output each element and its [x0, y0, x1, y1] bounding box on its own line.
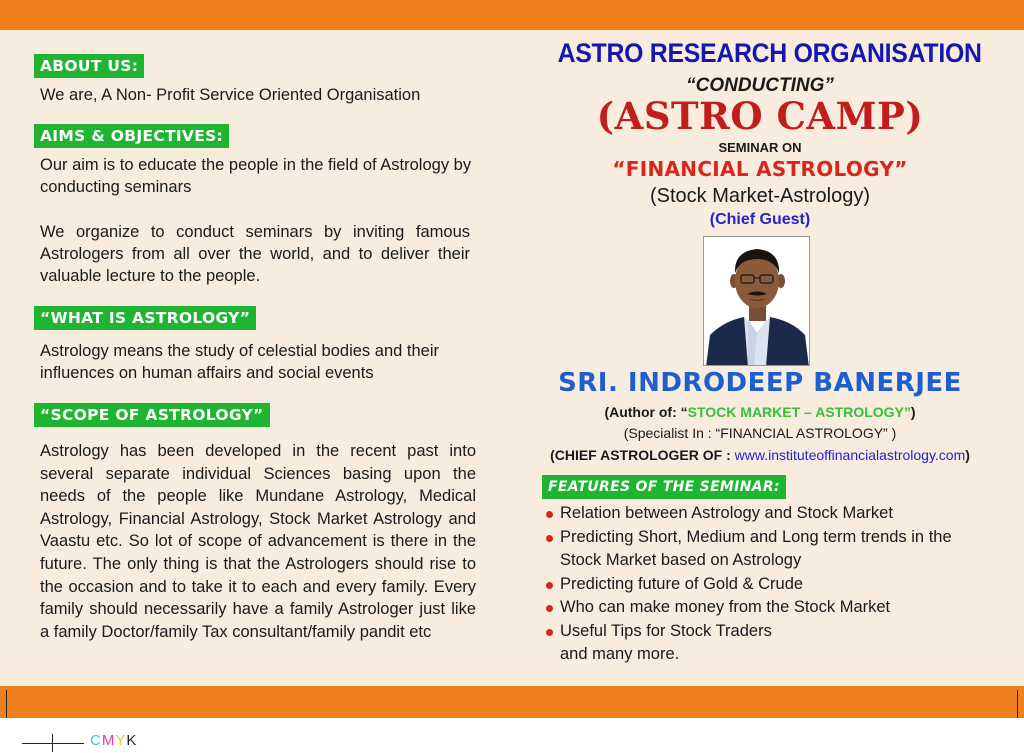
crop-mark-left — [6, 690, 7, 718]
about-us-text: We are, A Non- Profit Service Oriented Organisation — [40, 86, 421, 104]
bullet-icon — [546, 511, 553, 518]
aims-text-2: We organize to conduct seminars by inviting famous Astrologers from all over the world, and to deliver their valuable lecture to the people. — [40, 223, 470, 285]
author-book-title: STOCK MARKET – ASTROLOGY” — [687, 404, 911, 420]
speaker-photo — [703, 236, 810, 366]
speaker-name: SRI. INDRODEEP BANERJEE — [558, 368, 962, 398]
bullet-icon — [546, 605, 553, 612]
author-line — [540, 404, 980, 420]
what-is-astrology-heading: “WHAT IS ASTROLOGY” — [34, 306, 256, 330]
top-orange-band — [0, 0, 1024, 30]
seminar-on-label: SEMINAR ON — [718, 140, 802, 155]
feature-item — [546, 596, 986, 620]
aims-heading: AIMS & OBJECTIVES: — [34, 124, 229, 148]
author-suffix: ) — [910, 404, 916, 420]
aims-text-1: Our aim is to educate the people in the field of Astrology by conducting seminars — [40, 156, 472, 196]
cmyk-m: M — [101, 732, 116, 749]
astro-camp-title: (ASTRO CAMP) — [596, 94, 924, 138]
seminar-subtopic: (Stock Market-Astrology) — [649, 185, 871, 207]
crop-mark-right — [1017, 690, 1018, 718]
chief-astrologer-suffix: ) — [965, 447, 970, 463]
print-margin — [0, 718, 1024, 753]
bottom-orange-band — [0, 686, 1024, 718]
feature-text: and many more. — [560, 645, 680, 663]
scope-of-astrology-text: Astrology has been developed in the recent past into several separate individual Sciences basing upon the needs of the people like Mundane Astrology, Medical Astrology, Financial Astrology, Stock Market Astrology and Vaastu etc. So lot of scope of advancement is there in the future. The only thing is that the Astrologers should rise to the occasion and to take it to each and every family. Every family should necessarily have a family Astrologer just like a family Doctor/family Tax consultant/family pandit etc — [40, 442, 476, 641]
feature-text: Useful Tips for Stock Traders — [560, 621, 772, 640]
feature-item — [546, 620, 986, 644]
conducting-label: “CONDUCTING” — [686, 75, 834, 96]
author-prefix: (Author of: “ — [604, 404, 688, 420]
feature-text: Relation between Astrology and Stock Market — [560, 504, 893, 522]
bullet-icon — [546, 582, 553, 589]
chief-astrologer-line — [540, 447, 980, 463]
seminar-topic: “FINANCIAL ASTROLOGY” — [612, 157, 908, 181]
cmyk-c: C — [90, 732, 102, 749]
chief-guest-label: (Chief Guest) — [709, 211, 811, 228]
cmyk-k: K — [126, 732, 138, 749]
feature-item — [546, 573, 986, 597]
cmyk-y: Y — [115, 732, 127, 749]
chief-astrologer-prefix: (CHIEF ASTROLOGER OF : — [550, 447, 735, 463]
scope-of-astrology-heading: “SCOPE OF ASTROLOGY” — [34, 403, 270, 427]
feature-text: Who can make money from the Stock Market — [560, 598, 891, 616]
bullet-icon — [546, 535, 553, 542]
bullet-icon — [546, 629, 553, 636]
about-us-heading: ABOUT US: — [34, 54, 144, 78]
cmyk-registration-mark — [90, 732, 137, 749]
feature-text: Predicting Short, Medium and Long term trends in the Stock Market based on Astrology — [560, 527, 952, 569]
organisation-title: ASTRO RESEARCH ORGANISATION — [557, 38, 982, 68]
what-is-astrology-text: Astrology means the study of celestial bodies and their influences on human affairs and social events — [40, 342, 439, 382]
crop-mark-vertical — [52, 734, 53, 752]
speaker-portrait-image — [704, 237, 810, 366]
specialist-line: (Specialist In : “FINANCIAL ASTROLOGY” ) — [623, 425, 897, 441]
feature-item-tail — [546, 643, 986, 667]
feature-item — [546, 502, 986, 526]
features-list — [546, 502, 986, 667]
features-heading: FEATURES OF THE SEMINAR: — [542, 475, 786, 499]
feature-text: Predicting future of Gold & Crude — [560, 574, 804, 593]
feature-item — [546, 526, 986, 573]
crop-mark-horizontal — [22, 743, 84, 744]
website-link[interactable]: www.instituteoffinancialastrology.com — [734, 447, 966, 463]
